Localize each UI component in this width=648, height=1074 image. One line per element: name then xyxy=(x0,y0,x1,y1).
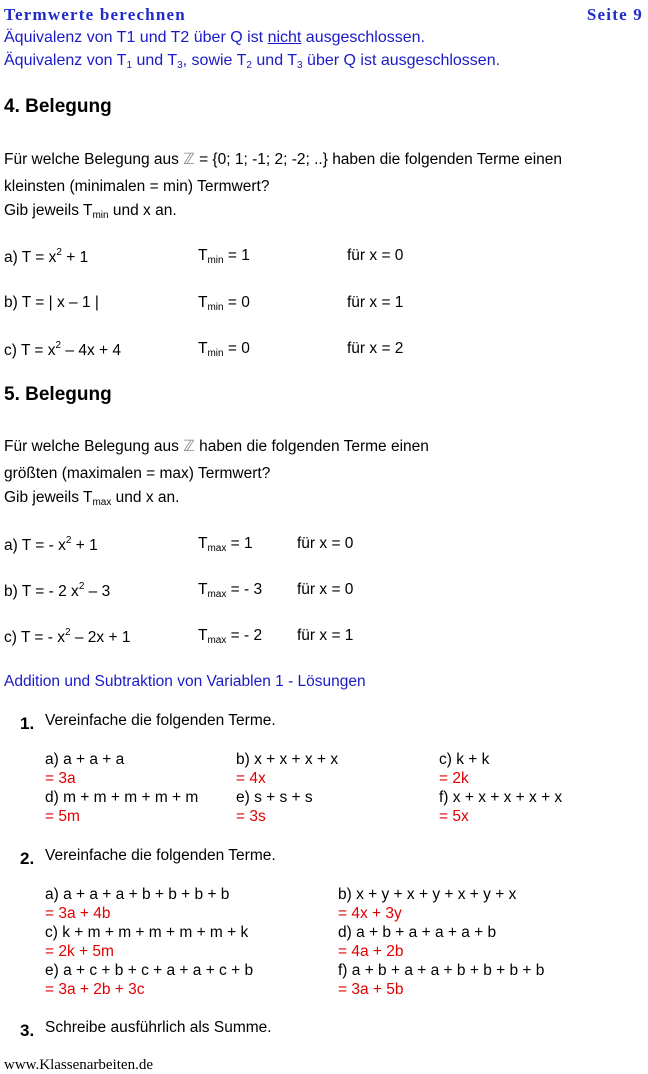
ex1-task-e: e) s + s + s xyxy=(236,789,313,806)
s4-row-c-x: für x = 2 xyxy=(347,340,404,357)
ex1-task-b: b) x + x + x + x xyxy=(236,751,339,768)
s4-question-line-2: kleinsten (minimalen = min) Termwert? xyxy=(4,178,270,195)
ex2-task-c: c) k + m + m + m + m + m + k xyxy=(45,924,249,941)
ex2-answer-a: = 3a + 4b xyxy=(45,905,111,922)
s5-row-a-term: a) T = - $x^2 + 1$ xyxy=(4,535,98,554)
exercise-1-text: Vereinfache die folgenden Terme. xyxy=(45,712,276,729)
solutions-title: Addition und Subtraktion von Variablen 1 - Lösungen xyxy=(4,673,366,690)
ex2-answer-e: = 3a + 2b + 3c xyxy=(45,981,145,998)
s4-row-a-x: für x = 0 xyxy=(347,247,404,264)
s5-row-b-tmax: $T_{max}$ = - 3 xyxy=(198,581,263,600)
ex1-task-f: f) x + x + x + x + x xyxy=(439,789,563,806)
integers-symbol: ℤ xyxy=(183,438,195,455)
ex1-answer-b: = 4x xyxy=(236,770,266,787)
section-4-heading: 4. Belegung xyxy=(4,96,112,117)
footer-url: www.Klassenarbeiten.de xyxy=(4,1057,153,1073)
s5-row-b-x: für x = 0 xyxy=(297,581,354,598)
s4-row-a-term: a) $T = x^2 + 1$ xyxy=(4,247,89,266)
s4-row-a-tmin: $T_{min} = 1$ xyxy=(198,247,250,266)
s5-row-c-term: c) T = - $x^2 - 2x + 1$ xyxy=(4,627,131,646)
intro-line-1: Äquivalenz von T1 und T2 über Q ist nicht ausgeschlossen. xyxy=(4,29,425,46)
ex1-task-c: c) k + k xyxy=(439,751,490,768)
ex2-answer-d: = 4a + 2b xyxy=(338,943,404,960)
s5-question-line-2: größten (maximalen = max) Termwert? xyxy=(4,465,271,482)
s5-row-b-term: b) T = - 2 $x^2 - 3$ xyxy=(4,581,111,600)
ex1-answer-a: = 3a xyxy=(45,770,76,787)
ex2-task-d: d) a + b + a + a + a + b xyxy=(338,924,497,941)
ex1-answer-c: = 2k xyxy=(439,770,469,787)
s5-row-a-tmax: $T_{max} = 1$ xyxy=(198,535,253,554)
exercise-3-number: 3. xyxy=(20,1021,35,1040)
section-5-heading: 5. Belegung xyxy=(4,384,112,405)
ex2-answer-c: = 2k + 5m xyxy=(45,943,114,960)
exercise-2-text: Vereinfache die folgenden Terme. xyxy=(45,847,276,864)
ex2-task-b: b) x + y + x + y + x + y + x xyxy=(338,886,517,903)
ex1-task-a: a) a + a + a xyxy=(45,751,125,768)
s4-row-b-term: b) T = | x – 1 | xyxy=(4,294,99,311)
s4-row-b-x: für x = 1 xyxy=(347,294,404,311)
s4-row-c-tmin: $T_{min} = 0$ xyxy=(198,340,250,359)
page-title: Termwerte berechnen xyxy=(4,5,186,24)
exercise-3-text: Schreibe ausführlich als Summe. xyxy=(45,1019,272,1036)
ex2-answer-f: = 3a + 5b xyxy=(338,981,404,998)
ex1-answer-f: = 5x xyxy=(439,808,469,825)
ex2-answer-b: = 4x + 3y xyxy=(338,905,402,922)
intro-line-2: Äquivalenz von $T_1$ und $T_3$, sowie $T_2$ und $T_3$ über Q ist ausgeschlossen. xyxy=(4,52,501,71)
page-number: Seite 9 xyxy=(586,5,643,24)
s4-row-b-tmin: $T_{min} = 0$ xyxy=(198,294,250,313)
s5-row-c-tmax: $T_{max}$ = - 2 xyxy=(198,627,263,646)
s4-row-c-term: c) $T = x^2 - 4x + 4$ xyxy=(4,340,121,359)
s4-question-line-3: Gib jeweils $T_{min}$ und x an. xyxy=(4,202,177,221)
ex2-task-a: a) a + a + a + b + b + b + b xyxy=(45,886,230,903)
ex1-task-d: d) m + m + m + m + m xyxy=(45,789,199,806)
ex1-answer-d: = 5m xyxy=(45,808,80,825)
s5-row-c-x: für x = 1 xyxy=(297,627,354,644)
exercise-2-number: 2. xyxy=(20,849,35,868)
s5-row-a-x: für x = 0 xyxy=(297,535,354,552)
ex2-task-f: f) a + b + a + a + b + b + b + b xyxy=(338,962,545,979)
ex2-task-e: e) a + c + b + c + a + a + c + b xyxy=(45,962,254,979)
s4-question-line-1: Für welche Belegung aus ℤ = {0; 1; -1; 2; -2; ..} haben die folgenden Terme einen xyxy=(4,151,563,168)
integers-symbol: ℤ xyxy=(183,151,195,168)
exercise-1-number: 1. xyxy=(20,714,35,733)
s5-question-line-1: Für welche Belegung aus ℤ haben die folgenden Terme einen xyxy=(4,438,429,455)
underlined-word: nicht xyxy=(267,29,302,46)
ex1-answer-e: = 3s xyxy=(236,808,266,825)
s5-question-line-3: Gib jeweils $T_{max}$ und x an. xyxy=(4,489,180,508)
